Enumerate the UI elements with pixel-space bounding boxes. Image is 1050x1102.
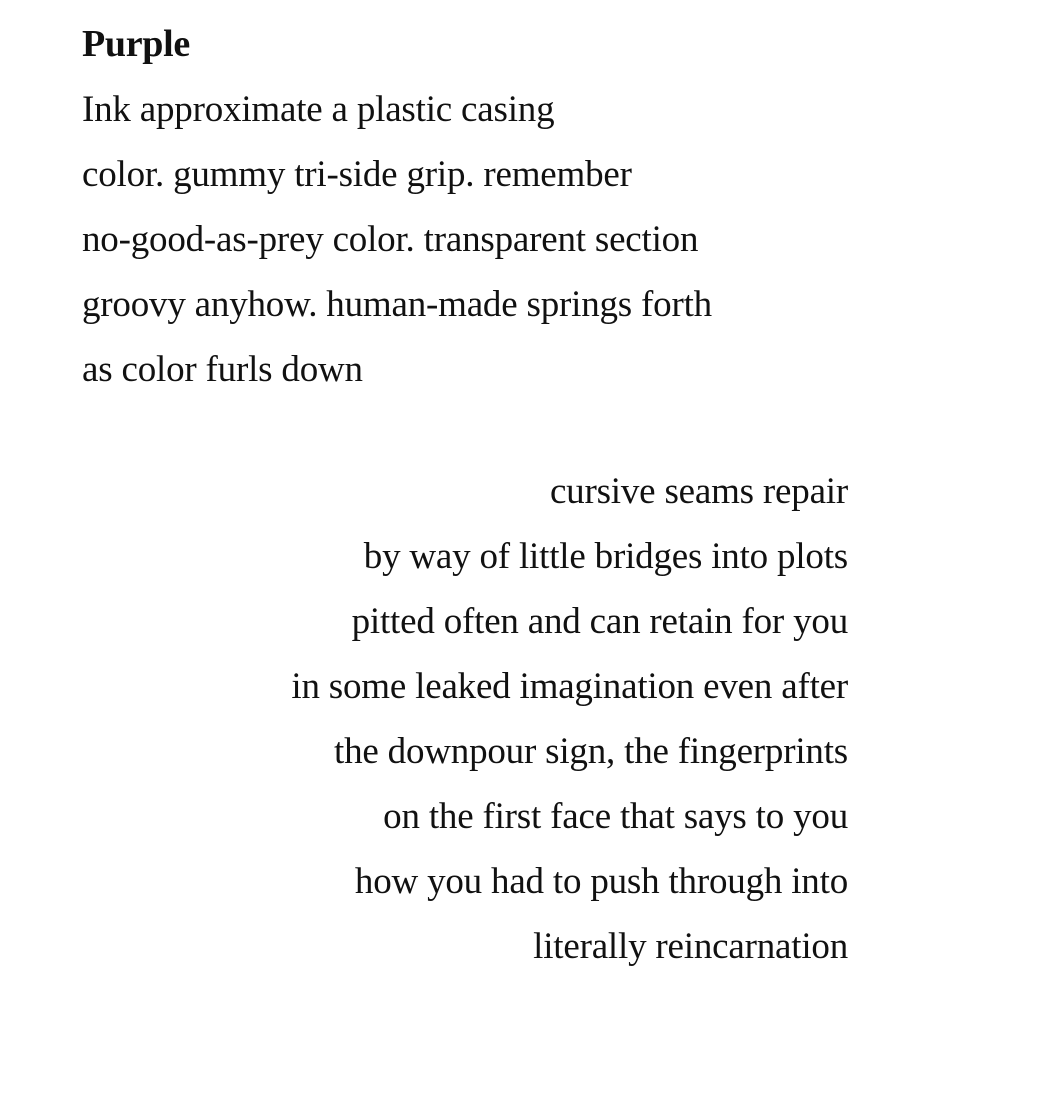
poem-line: literally reincarnation bbox=[533, 926, 848, 967]
stanza-left bbox=[82, 77, 848, 402]
poem bbox=[82, 22, 848, 979]
poem-line: in some leaked imagination even after bbox=[291, 666, 848, 707]
poem-line: how you had to push through into bbox=[354, 861, 848, 902]
poem-line: as color furls down bbox=[82, 349, 363, 390]
poem-line: Ink approximate a plastic casing bbox=[82, 89, 555, 130]
poem-line: pitted often and can retain for you bbox=[351, 601, 848, 642]
stanza-right bbox=[82, 459, 848, 979]
poem-line: groovy anyhow. human-made springs forth bbox=[82, 284, 712, 325]
poem-line: color. gummy tri-side grip. remember bbox=[82, 154, 632, 195]
poem-line: by way of little bridges into plots bbox=[363, 536, 848, 577]
poem-line: cursive seams repair bbox=[549, 471, 848, 512]
poem-line: no-good-as-prey color. transparent section bbox=[82, 219, 699, 260]
poem-line: on the first face that says to you bbox=[383, 796, 848, 837]
poem-line: the downpour sign, the fingerprints bbox=[334, 731, 848, 772]
poem-title: Purple bbox=[82, 23, 190, 65]
